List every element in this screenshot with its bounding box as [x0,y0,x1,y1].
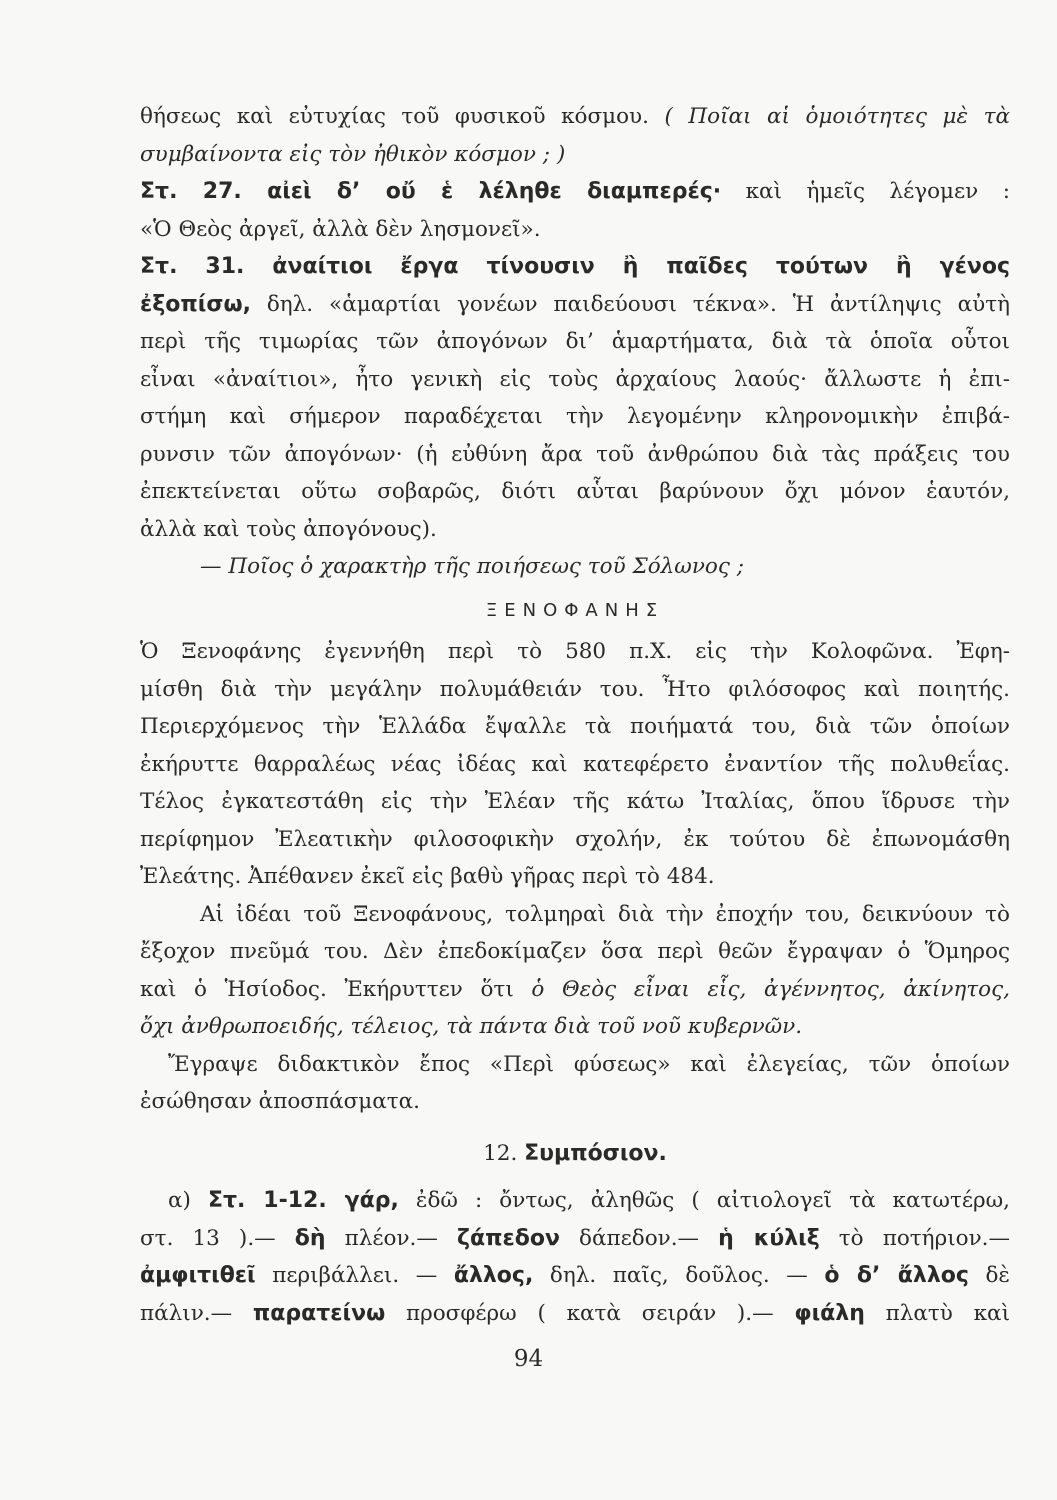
text-span: δηλ. παῖς, δοῦλος. — [533,1263,825,1288]
italic-span: ὁ Θεὸς εἶναι εἷς, ἀγέννητος, ἀκίνητος, [531,976,1010,1002]
term: φιάλη [794,1300,865,1326]
term: ἀμφιτιθεῖ [140,1263,256,1288]
term: ζάπεδον [456,1225,560,1251]
text-line: ρυνσιν τῶν ἀπογόνων· (ἡ εὐθύνη ἄρα τοῦ ἀνθρώπου διὰ τὰς πράξεις του [140,441,1010,467]
text-line: ἐσώθησαν ἀποσπάσματα. [140,1089,421,1114]
text-line: περίφημον Ἐλεατικὴν φιλοσοφικὴν σχολήν, ἐκ τούτου δὲ ἐπωνομάσθη [140,826,1010,852]
italic-line: ὄχι ἀνθρωποειδής, τέλειος, τὰ πάντα διὰ τοῦ νοῦ κυβερνῶν. [140,1014,803,1039]
section-title [140,1135,1010,1173]
text-line [140,971,1010,1009]
verse-ref: ἐξοπίσω, [140,291,251,317]
text-line: Περιερχόμενος τὴν Ἑλλάδα ἔψαλλε τὰ ποιήματά του, διὰ τῶν ὁποίων [140,714,1010,739]
text-line: ἀλλὰ καὶ τοὺς ἀπογόνους). [140,516,437,542]
text-span: προσφέρω ( κατὰ σειράν ).— [385,1300,795,1326]
text-span: πλέον.— [325,1225,457,1251]
text-line: Τέλος ἐγκατεστάθη εἰς τὴν Ἐλέαν τῆς κάτω Ἰταλίας, ὅπου ἵδρυσε τὴν [140,789,1010,814]
text-span: δηλ. «ἁμαρτίαι γονέων παιδεύουσι τέκνα». Ἡ ἀντίληψις αὐτὴ [250,291,1010,317]
text-span: πάλιν.— [140,1300,253,1326]
section-name: Συμπόσιον. [524,1140,667,1166]
text-line: Ὁ Ξενοφάνης ἐγεννήθη περὶ τὸ 580 π.Χ. εἰς τὴν Κολοφῶνα. Ἐφη- [140,639,1010,664]
text-span: α) [168,1188,208,1213]
page-text [140,98,1010,1332]
text-span: ἐδῶ : ὄντως, ἀληθῶς ( αἰτιολογεῖ τὰ κατωτέρω, [398,1188,1010,1213]
text-span: στ. 13 ).— [140,1225,295,1251]
text-line: Αἱ ἰδέαι τοῦ Ξενοφάνους, τολμηραὶ διὰ τὴν ἐποχήν του, δεικνύουν τὸ [200,901,1010,927]
question-italic: — Ποῖος ὁ χαρακτὴρ τῆς ποιήσεως τοῦ Σόλωνος ; [200,554,744,579]
text-line [140,286,1010,324]
text-line [140,98,1010,136]
text-span: δὲ [968,1263,1010,1288]
text-line: Ἔγραψε διδακτικὸν ἔπος «Περὶ φύσεως» καὶ ἐλεγείας, τῶν ὁποίων [168,1051,1010,1077]
text-span: περιβάλλει. — [255,1263,454,1288]
verse-ref: Στ. 31. ἀναίτιοι ἔργα τίνουσιν ἢ παῖδες τούτων ἢ γένος [140,254,1010,279]
term: ἡ κύλιξ [718,1225,820,1251]
text-line: «Ὁ Θεὸς ἀργεῖ, ἀλλὰ δὲν λησμονεῖ». [140,216,541,242]
text-span: δάπεδον.— [559,1225,719,1251]
text-span: τὸ ποτήριον.— [819,1225,1010,1251]
term: παρατείνω [252,1300,386,1326]
note-line [140,1220,1010,1258]
note-line [140,1295,1010,1333]
text-span: καὶ ἡμεῖς λέγομεν : [721,179,1010,204]
question-italic: συμβαίνοντα εἰς τὸν ἠθικὸν κόσμον ; ) [140,141,566,167]
text-line: Ἐλεάτης. Ἀπέθανεν ἐκεῖ εἰς βαθὺ γῆρας περὶ τὸ 484. [140,864,715,889]
text-line: στήμη καὶ σήμερον παραδέχεται τὴν λεγομένην κληρονομικὴν ἐπιβά- [140,404,1010,429]
term: δὴ [294,1225,326,1251]
question-italic: ( Ποῖαι αἱ ὁμοιότητες μὲ τὰ [664,104,1010,129]
text-span: θήσεως καὶ εὐτυχίας τοῦ φυσικοῦ κόσμου. [140,104,665,129]
text-line: περὶ τῆς τιμωρίας τῶν ἀπογόνων δι’ ἁμαρτήματα, διὰ τὰ ὁποῖα οὗτοι [140,329,1010,354]
section-number: 12. [483,1140,525,1166]
text-span: καὶ ὁ Ἡσίοδος. Ἐκήρυττεν ὅτι [140,976,532,1002]
verse-ref: Στ. 27. αἰεὶ δ’ οὔ ἑ λέληθε διαμπερές· [140,179,722,204]
term: ἄλλος, [453,1263,534,1288]
text-line: ἐκήρυττε θαρραλέως νέας ἰδέας καὶ κατεφέρετο ἐναντίον τῆς πολυθεΐας. [140,751,1010,777]
text-span: πλατὺ καὶ [864,1300,1010,1326]
note-line [140,1257,1010,1295]
text-line: ἐπεκτείνεται οὕτω σοβαρῶς, διότι αὗται βαρύνουν ὄχι μόνον ἑαυτόν, [140,479,1010,504]
text-line: εἶναι «ἀναίτιοι», ἦτο γενικὴ εἰς τοὺς ἀρχαίους λαούς· ἄλλωστε ἡ ἐπι- [140,366,1010,392]
verse-ref: Στ. 1-12. γάρ, [207,1188,399,1213]
page-number: 94 [513,1346,544,1372]
text-line: μίσθη διὰ τὴν μεγάλην πολυμάθειάν του. Ἦτο φιλόσοφος καὶ ποιητής. [140,676,1010,702]
note-line [140,1182,1010,1220]
section-heading: ΞΕΝΟΦΑΝΗΣ [485,599,665,621]
term: ὁ δ’ ἄλλος [824,1263,969,1288]
text-line: ἔξοχον πνεῦμά του. Δὲν ἐπεδοκίμαζεν ὅσα περὶ θεῶν ἔγραψαν ὁ Ὅμηρος [140,939,1010,964]
verse-note [140,173,1010,211]
